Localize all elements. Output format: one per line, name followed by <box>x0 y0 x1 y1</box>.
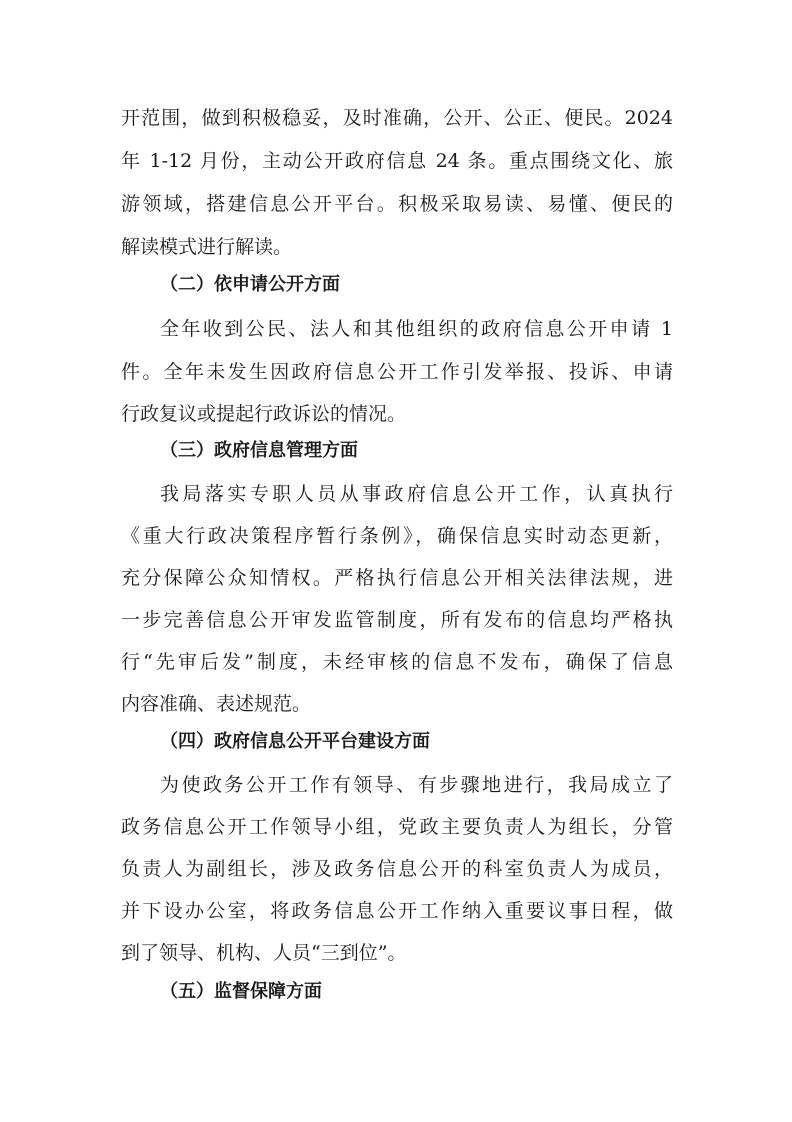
paragraph-line: 行政复议或提起行政诉讼的情况。 <box>121 403 407 425</box>
paragraph-line: 到了领导、机构、人员“三到位”。 <box>121 942 407 964</box>
paragraph-line: 游领域，搭建信息公开平台。积极采取易读、易懂、便民的 <box>121 193 673 215</box>
paragraph-line: 开范围，做到积极稳妥，及时准确，公开、公正、便民。2024 <box>121 107 673 129</box>
paragraph-line: 负责人为副组长，涉及政务信息公开的科室负责人为成员， <box>121 858 673 880</box>
paragraph-line: 年 1-12 月份，主动公开政府信息 24 条。重点围绕文化、旅 <box>121 150 673 172</box>
paragraph-line: 充分保障公众知情权。严格执行信息公开相关法律法规，进 <box>121 567 673 589</box>
paragraph-line: 为使政务公开工作有领导、有步骤地进行，我局成立了 <box>160 774 673 796</box>
paragraph-line: 《重大行政决策程序暂行条例》，确保信息实时动态更新， <box>121 525 673 547</box>
paragraph-line: 政务信息公开工作领导小组，党政主要负责人为组长，分管 <box>121 816 673 838</box>
paragraph-line: 并下设办公室，将政务信息公开工作纳入重要议事日程，做 <box>121 900 673 922</box>
section-heading: （二）依申请公开方面 <box>160 274 340 295</box>
paragraph-line: 解读模式进行解读。 <box>121 236 293 258</box>
paragraph-line: 内容准确、表述规范。 <box>121 693 312 715</box>
section-heading: （五）监督保障方面 <box>160 981 322 1002</box>
paragraph-line: 件。全年未发生因政府信息公开工作引发举报、投诉、申请 <box>121 361 673 383</box>
paragraph-line: 行“先审后发”制度，未经审核的信息不发布，确保了信息 <box>121 651 673 673</box>
paragraph-line: 全年收到公民、法人和其他组织的政府信息公开申请 1 <box>160 318 673 340</box>
paragraph-line: 一步完善信息公开审发监管制度，所有发布的信息均严格执 <box>121 609 673 631</box>
paragraph-line: 我局落实专职人员从事政府信息公开工作，认真执行 <box>160 483 673 505</box>
section-heading: （四）政府信息公开平台建设方面 <box>160 731 430 752</box>
section-heading: （三）政府信息管理方面 <box>160 440 358 461</box>
